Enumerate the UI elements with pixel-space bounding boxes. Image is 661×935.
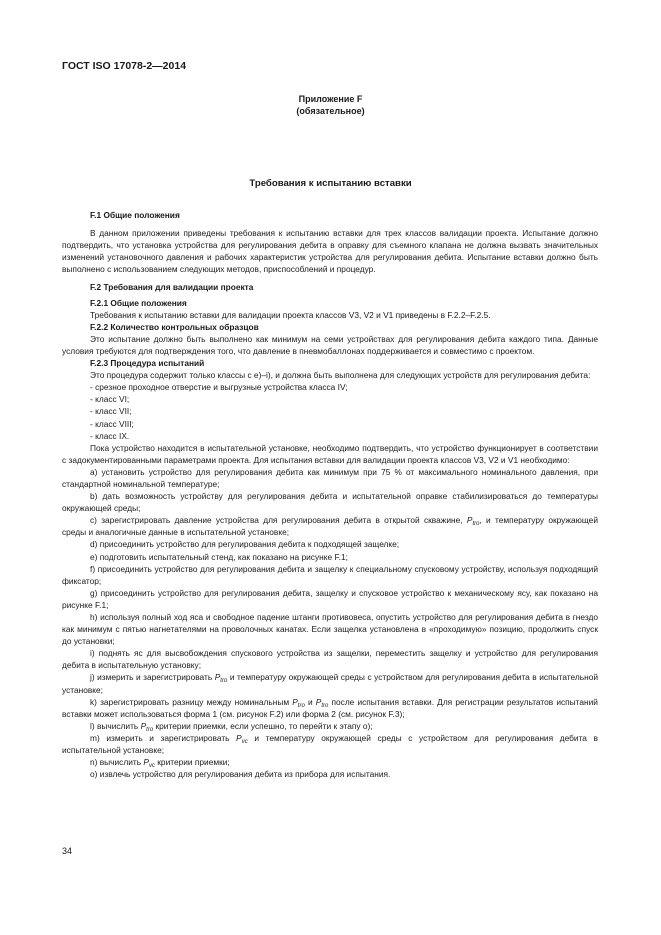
- paragraph-f23-intro: Это процедура содержит только классы с е)–i), и должна быть выполнена для следующих устройств для регулирования дебита:: [90, 370, 591, 381]
- standard-designation: ГОСТ ISO 17078-2—2014: [62, 60, 187, 72]
- step-i: i) поднять яс для высвобождения спускового устройства из защелки, переместить защелку и устройство для регулирования дебита в испытательную установку;: [62, 648, 598, 671]
- step-e: е) подготовить испытательный стенд, как показано на рисунке F.1;: [90, 551, 348, 562]
- step-l: l) вычислить $P_{tro}$ критерии приемки, если успешно, то перейти к этапу о);: [90, 720, 373, 733]
- step-c: c) зарегистрировать давление устройства для регулирования дебита в открытой скважине, $P_{tro}$, и температуру окружающей среды и аналогичные данные в испытательной установке;: [62, 515, 598, 538]
- step-k: k) зарегистрировать разницу между номинальным $P_{tro}$ и $P_{tro}$ после испытания вставки. Для регистрации результатов испытаний вставки может использоваться форма 1 (см. рисунок F.2) или форма 2 (см. рисунок F.3);: [62, 696, 598, 719]
- step-o: о) извлечь устройство для регулирования дебита из прибора для испытания.: [90, 769, 391, 780]
- subsection-heading-f22: F.2.2 Количество контрольных образцов: [90, 321, 259, 332]
- paragraph-f1: В данном приложении приведены требования к испытанию вставки для трех классов валидации проекта. Испытание должно подтвердить, что установка устройства для регулирования дебита в оправку для съемного клапана не должна вызвать значительных изменений установочного давления и рабочих характеристик устройства для регулирования дебита. Испытание вставки должно быть выполнено с использованием следующих методов, приспособлений и процедур.: [62, 228, 598, 275]
- list-item-class-vii: - класс VII;: [90, 406, 132, 417]
- list-item-class-iv: - срезное проходное отверстие и выгрузные устройства класса IV;: [90, 382, 348, 393]
- page-number: 34: [62, 846, 73, 856]
- document-body: [62, 209, 598, 780]
- section-heading-f1: F.1 Общие положения: [90, 210, 180, 220]
- annex-heading: [0, 94, 661, 117]
- step-f: f) присоединить устройство для регулирования дебита и защелку к специальному спусковому устройству, используя подходящий фиксатор;: [62, 563, 598, 586]
- list-item-class-ix: - класс IX.: [90, 430, 130, 441]
- list-item-class-viii: - класс VIII;: [90, 418, 134, 429]
- subsection-heading-f23: F.2.3 Процедура испытаний: [90, 358, 205, 369]
- step-b: b) дать возможность устройству для регулирования дебита и испытательной оправке стабилизироваться до температуры окружающей среды;: [62, 491, 598, 514]
- step-d: d) присоединить устройство для регулирования дебита к подходящей защелке;: [90, 539, 400, 550]
- step-m: m) измерить и зарегистрировать $P_{vc}$ и температуру окружающей среды с устройством для регулирования дебита в испытательной установке;: [62, 732, 598, 756]
- step-g: g) присоединить устройство для регулирования дебита, защелку и спусковое устройство к механическому ясу, как показано на рисунке F.1;: [62, 587, 598, 610]
- step-n: n) вычислить $P_{vc}$ критерии приемки;: [90, 757, 230, 770]
- document-title: Требования к испытанию вставки: [249, 178, 412, 189]
- annex-title: Приложение F: [298, 94, 363, 104]
- paragraph-f21: Требования к испытанию вставки для валидации проекта классов V3, V2 и V1 приведены в F.2.2–F.2.5.: [90, 309, 491, 320]
- step-h: h) используя полный ход яса и свободное падение штанги противовеса, опустить устройство для регулирования дебита в гнездо как минимум с пятью нагнетателями на проволочных канатах. Если защелка установлена в «проходимую» позицию, продолжить спуск до установки;: [62, 612, 598, 647]
- step-a: а) установить устройство для регулирования дебита как минимум при 75 % от максимального номинального давления, при стандартной номинальной температуре;: [62, 466, 598, 489]
- paragraph-f22: Это испытание должно быть выполнено как минимум на семи устройствах для регулирования дебита каждого типа. Данные условия требуются для подтверждения того, что давление в пневмобаллонах поддерживается и совместимо с проектом.: [62, 333, 598, 356]
- subsection-heading-f21: F.2.1 Общие положения: [90, 297, 187, 308]
- step-j: j) измерить и зарегистрировать $P_{tro}$ и температуру окружающей среды с устройством для регулирования дебита в испытательной установке;: [62, 672, 598, 695]
- annex-type: (обязательное): [296, 105, 365, 116]
- paragraph-f23-procedure: Пока устройство находится в испытательной установке, необходимо подтвердить, что устройство функционирует в соответствии с задокументированными параметрами проекта. Для испытания вставки для валидации проекта классов V3, V2 и V1 необходимо:: [62, 442, 598, 465]
- section-heading-f2: F.2 Требования для валидации проекта: [90, 282, 254, 293]
- list-item-class-vi: - класс VI;: [90, 394, 130, 405]
